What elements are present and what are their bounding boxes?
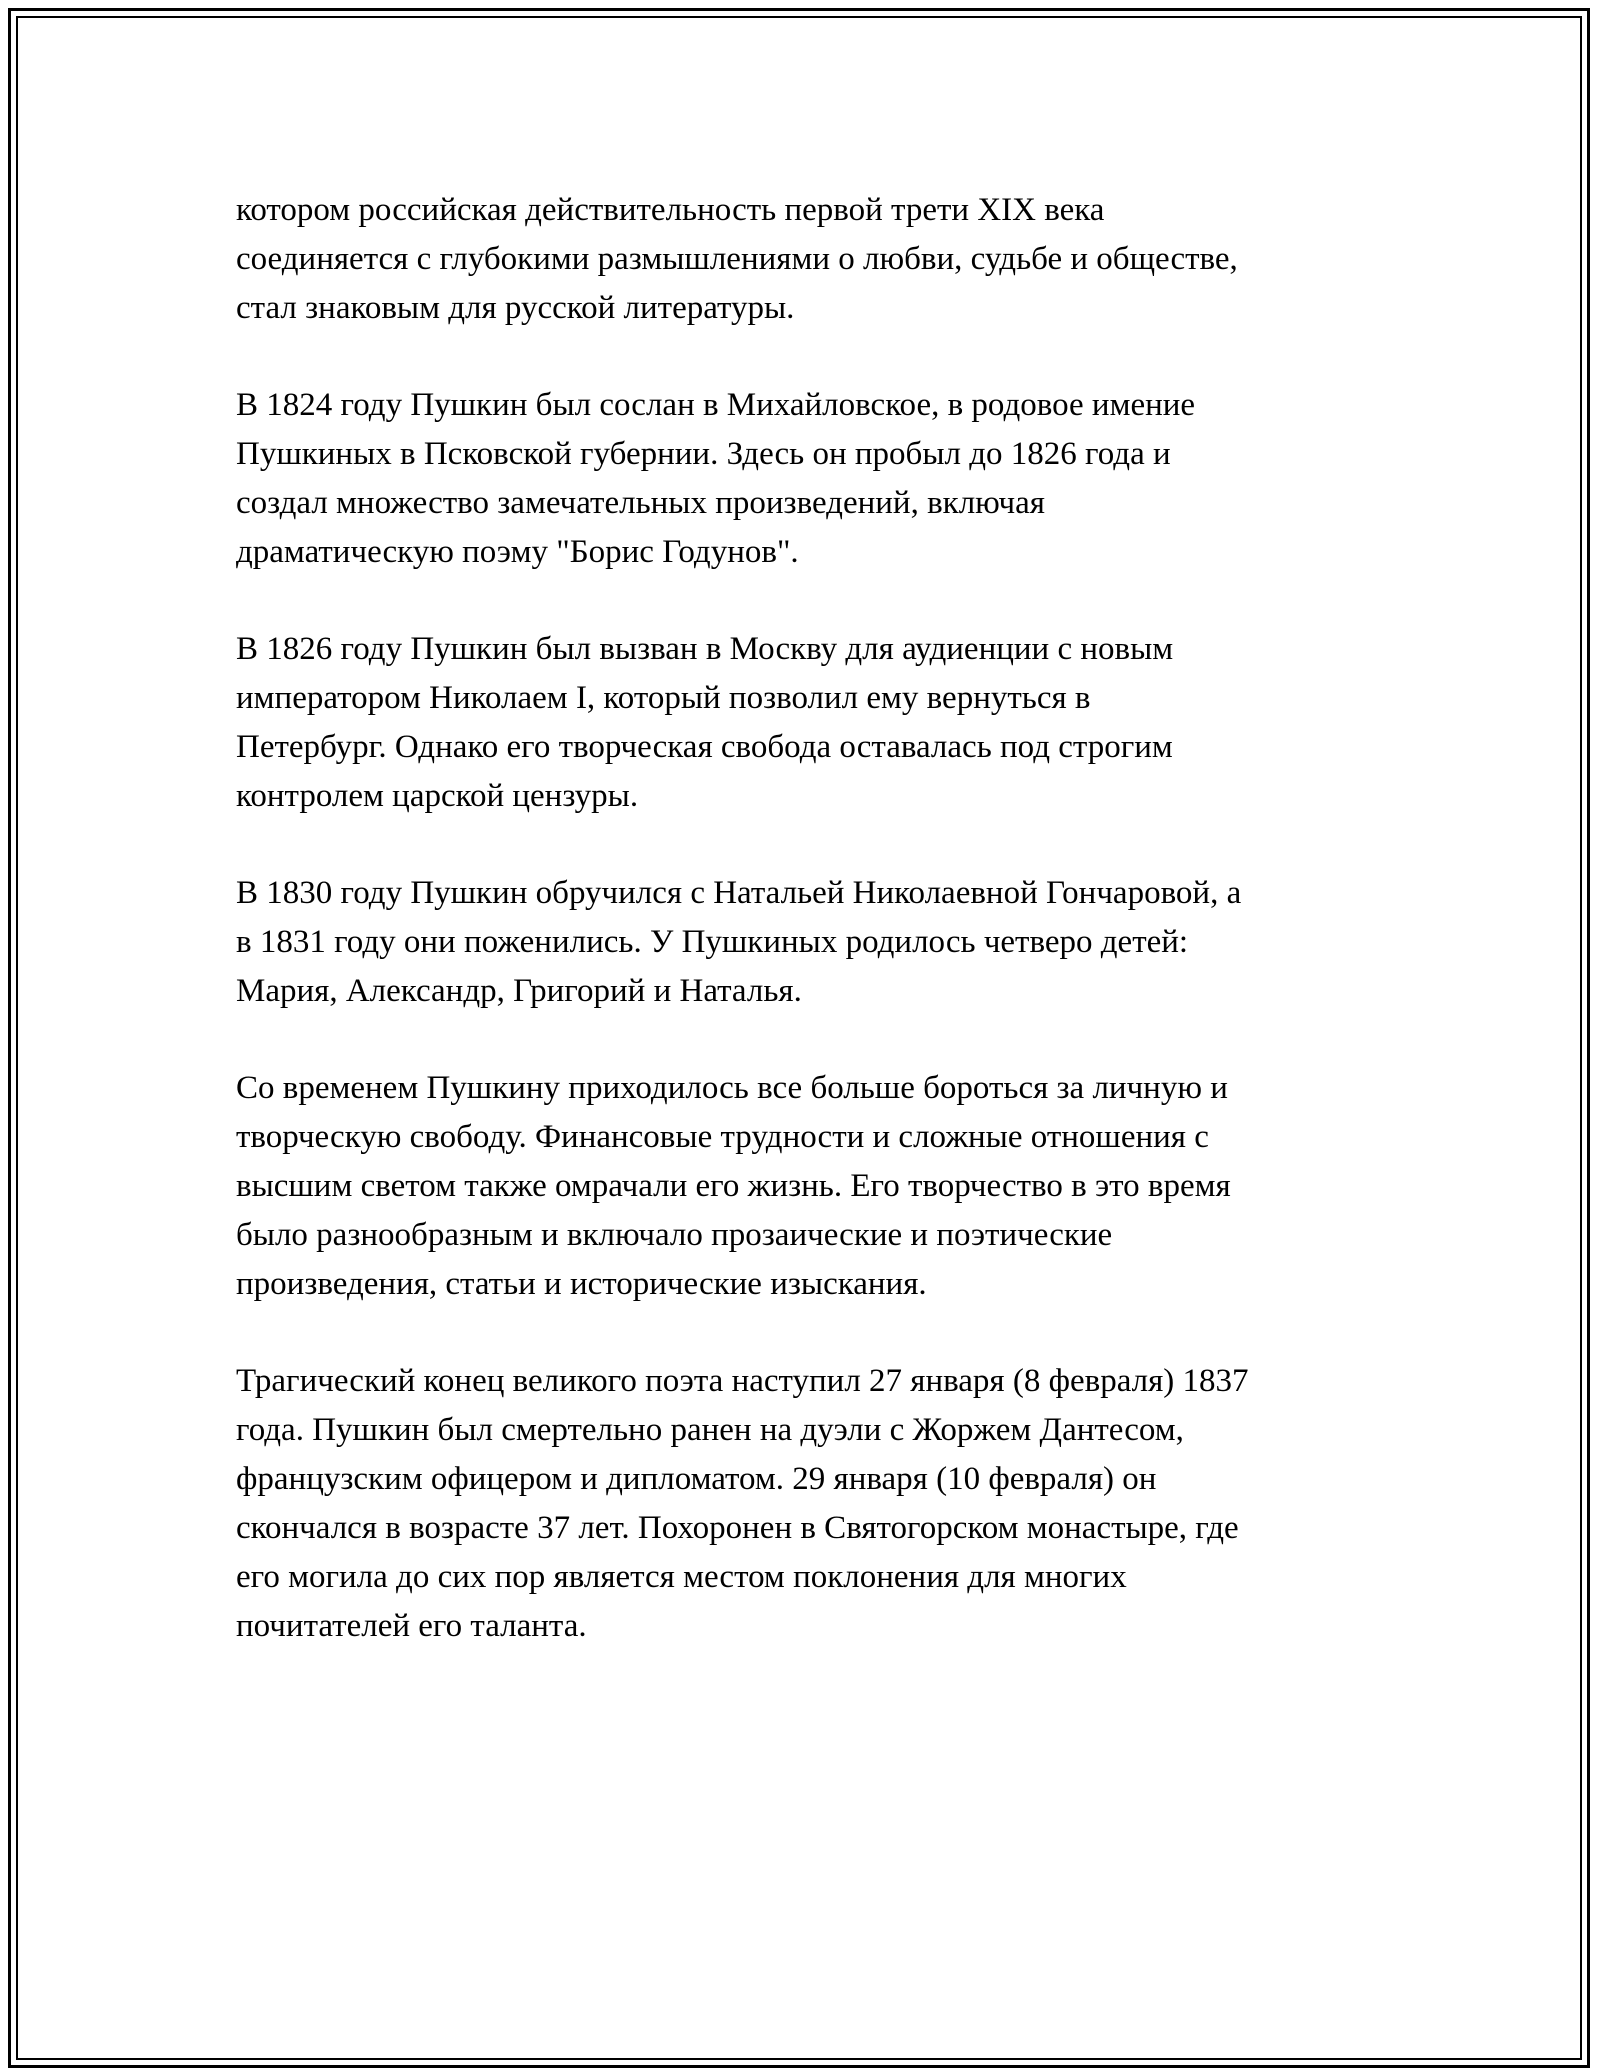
paragraph-later-years [236, 1064, 1386, 1309]
text-line: создал множество замечательных произведений, включая [236, 485, 1045, 521]
text-line: драматическую поэму "Борис Годунов". [236, 534, 799, 570]
paragraph-onegin-summary [236, 186, 1386, 333]
paragraph-mikhailovskoe-exile [236, 381, 1386, 577]
text-line: скончался в возрасте 37 лет. Похоронен в Святогорском монастыре, где [236, 1510, 1239, 1546]
text-line: в 1831 году они поженились. У Пушкиных родилось четверо детей: [236, 924, 1189, 960]
text-line: было разнообразным и включало прозаические и поэтические [236, 1217, 1113, 1253]
document-body [236, 186, 1386, 1699]
text-line: его могила до сих пор является местом поклонения для многих [236, 1559, 1127, 1595]
text-line: Со временем Пушкину приходилось все больше бороться за личную и [236, 1070, 1228, 1106]
text-line: Трагический конец великого поэта наступил 27 января (8 февраля) 1837 [236, 1363, 1249, 1399]
text-line: французским офицером и дипломатом. 29 января (10 февраля) он [236, 1461, 1157, 1497]
text-line: В 1830 году Пушкин обручился с Натальей Николаевной Гончаровой, а [236, 875, 1242, 911]
text-line: творческую свободу. Финансовые трудности и сложные отношения с [236, 1119, 1209, 1155]
text-line: года. Пушкин был смертельно ранен на дуэли с Жоржем Дантесом, [236, 1412, 1184, 1448]
text-line: В 1824 году Пушкин был сослан в Михайловское, в родовое имение [236, 387, 1196, 423]
paragraph-marriage [236, 869, 1386, 1016]
text-line: В 1826 году Пушкин был вызван в Москву для аудиенции с новым [236, 631, 1174, 667]
paragraph-death [236, 1357, 1386, 1651]
text-line: почитателей его таланта. [236, 1608, 587, 1644]
text-line: соединяется с глубокими размышлениями о любви, судьбе и обществе, [236, 241, 1238, 277]
text-line: Пушкиных в Псковской губернии. Здесь он пробыл до 1826 года и [236, 436, 1171, 472]
text-line: произведения, статьи и исторические изыскания. [236, 1266, 927, 1302]
text-line: Петербург. Однако его творческая свобода оставалась под строгим [236, 729, 1173, 765]
text-line: котором российская действительность первой трети XIX века [236, 192, 1105, 228]
text-line: контролем царской цензуры. [236, 778, 639, 814]
text-line: Мария, Александр, Григорий и Наталья. [236, 973, 802, 1009]
text-line: стал знаковым для русской литературы. [236, 290, 795, 326]
text-line: высшим светом также омрачали его жизнь. Его творчество в это время [236, 1168, 1231, 1204]
text-line: императором Николаем I, который позволил ему вернуться в [236, 680, 1091, 716]
paragraph-moscow-audience [236, 625, 1386, 821]
